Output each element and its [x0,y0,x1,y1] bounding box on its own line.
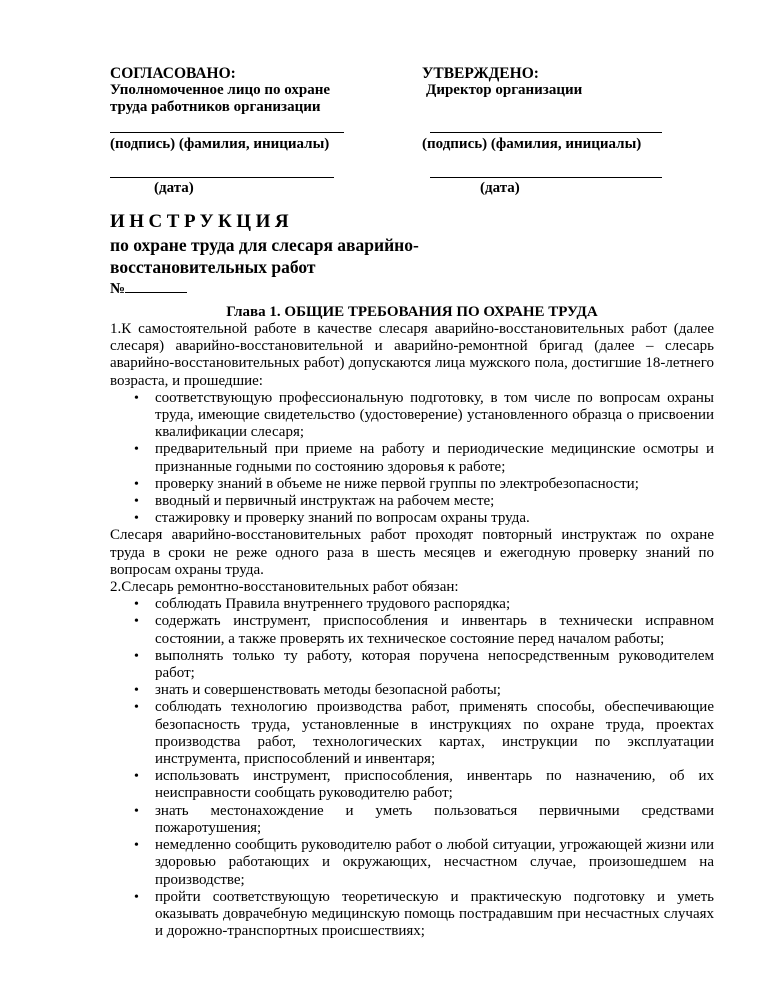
list-item: • немедленно сообщить руководителю работ о любой ситуации, угрожающей жизни или здоровью работающих и окружающих, несчастном случае, произошедшем на производстве; [110,837,714,889]
paragraph-3: 2.Слесарь ремонтно-восстановительных работ обязан: [110,579,459,596]
list-item: • предварительный при приеме на работу и периодические медицинские осмотры и признанные годными по состоянию здоровья к работе; [110,441,714,475]
list-item: • вводный и первичный инструктаж на рабочем месте; [110,493,714,510]
document-number-label: № [110,281,126,297]
approval-block [110,65,710,205]
approved-date-caption: (дата) [480,180,520,196]
document-title: ИНСТРУКЦИЯ [110,211,294,232]
title-block [110,210,470,298]
chapter-heading: Глава 1. ОБЩИЕ ТРЕБОВАНИЯ ПО ОХРАНЕ ТРУДА [226,304,598,320]
document-subtitle-line-1: по охране труда для слесаря аварийно- [110,235,419,255]
document-body [110,303,714,940]
approved-column [422,65,682,197]
document-subtitle-line-2: восстановительных работ [110,257,316,277]
list-item: • соблюдать технологию производства работ, применять способы, обеспечивающие безопасность труда, установленные в инструкциях по охране труда, проектах производства работ, технологических картах, инструкции по эксплуатации инструмента, приспособлений и инвентаря; [110,699,714,768]
agreed-signature-line [110,116,344,133]
agreed-line-2: труда работников организации [110,99,321,115]
duties-list [110,596,714,940]
agreed-column [110,65,370,197]
list-item: • пройти соответствующую теоретическую и практическую подготовку и уметь оказывать доврачебную медицинскую помощь пострадавшим при несчастных случаях и дорожно-транспортных происшествиях; [110,889,714,941]
list-item: • соответствующую профессиональную подготовку, в том числе по вопросам охраны труда, имеющие свидетельство (удостоверение) установленного образца о присвоении квалификации слесаря; [110,390,714,442]
list-item: • знать местонахождение и уметь пользоваться первичными средствами пожаротушения; [110,803,714,837]
approved-heading: УТВЕРЖДЕНО: [422,65,539,82]
list-item: • стажировку и проверку знаний по вопросам охраны труда. [110,510,714,527]
agreed-heading: СОГЛАСОВАНО: [110,65,236,82]
document-number [110,278,470,298]
list-item: • проверку знаний в объеме не ниже первой группы по электробезопасности; [110,476,714,493]
document-number-blank [125,278,187,293]
agreed-signature-caption: (подпись) (фамилия, инициалы) [110,136,330,152]
approved-date-line [430,153,662,178]
list-item: • знать и совершенствовать методы безопасной работы; [110,682,714,699]
admission-requirements-list [110,390,714,528]
paragraph-2: Слесаря аварийно-восстановительных работ проходят повторный инструктаж по охране труда в сроки не реже одного раза в шесть месяцев и ежегодную проверку знаний по вопросам охраны труда. [110,527,714,578]
approved-signature-caption: (подпись) (фамилия, инициалы) [422,136,642,152]
agreed-date-line [110,153,334,178]
agreed-date-caption: (дата) [154,180,194,196]
list-item: • соблюдать Правила внутреннего трудового распорядка; [110,596,714,613]
list-item: • выполнять только ту работу, которая поручена непосредственным руководителем работ; [110,648,714,682]
approved-spacer [422,99,682,116]
approved-signature-line [430,116,662,133]
list-item: • содержать инструмент, приспособления и инвентарь в технически исправном состоянии, а также проверять их техническое состояние перед началом работы; [110,613,714,647]
agreed-line-1: Уполномоченное лицо по охране [110,82,331,98]
approved-line-1: Директор организации [426,82,583,98]
list-item: • использовать инструмент, приспособления, инвентарь по назначению, об их неисправности сообщать руководителю работ; [110,768,714,802]
paragraph-1: 1.К самостоятельной работе в качестве слесаря аварийно-восстановительных работ (далее слесаря) аварийно-восстановительной и аварийно-ремонтной бригад (далее – слесарь аварийно-восстановительных работ) допускаются лица мужского пола, достигшие 18-летнего возраста, и прошедшие: [110,321,714,389]
